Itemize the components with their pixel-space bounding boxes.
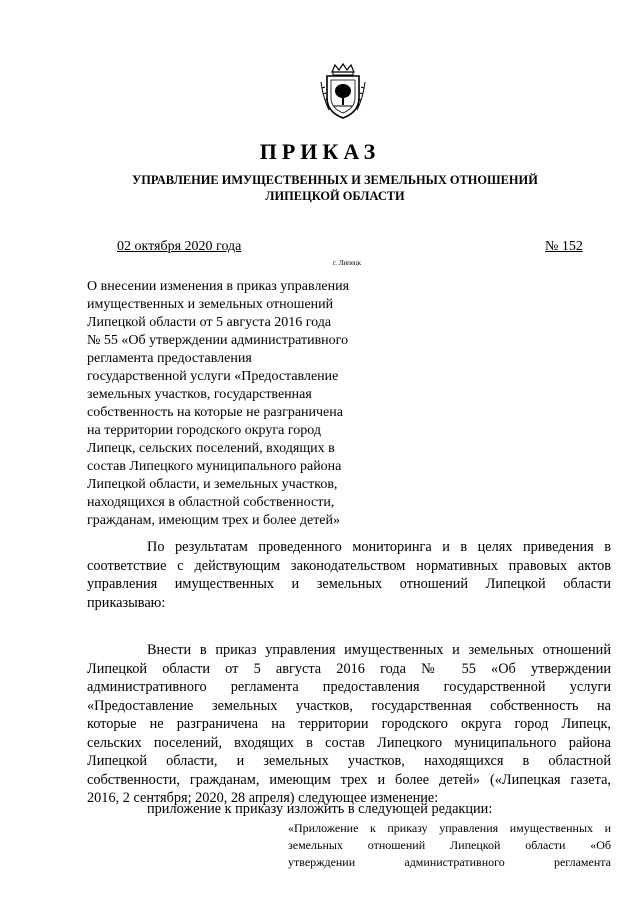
document-city: г. Липецк xyxy=(333,259,362,267)
document-number: № 152 xyxy=(545,239,583,254)
quote-line: утверждении административного регламента xyxy=(288,855,611,869)
document-date: 02 октября 2020 года xyxy=(117,239,242,254)
preamble-line: соответствие с действующим законодательством нормативных правовых актов xyxy=(87,557,611,574)
order-line: административного регламента предоставления государственной услуги xyxy=(87,679,611,695)
subject-line: земельных участков, государственная xyxy=(87,387,312,402)
quote-line: земельных отношений Липецкой области «Об xyxy=(288,838,611,852)
subject-line: имущественных и земельных отношений xyxy=(87,297,334,312)
subject-line: О внесении изменения в приказ управления xyxy=(87,279,350,294)
order-paragraph xyxy=(87,641,611,808)
quote-line: «Приложение к приказу управления имущественных и xyxy=(288,821,611,835)
preamble-line: приказываю: xyxy=(87,594,166,611)
order-line: Липецкой области, и земельных участков, находящихся в областной xyxy=(87,753,611,769)
subject-line: находящихся в областной собственности, xyxy=(87,495,335,510)
subject-line: Липецк, сельских поселений, входящих в xyxy=(87,441,335,456)
order-line: Внести в приказ управления имущественных и земельных отношений xyxy=(147,642,611,658)
subject-line: регламента предоставления xyxy=(87,351,252,366)
subject-line: на территории городского округа город xyxy=(87,423,321,438)
order-line: «Предоставление земельных участков, государственная собственность на xyxy=(87,697,611,714)
subject-line: Липецкой области, и земельных участков, xyxy=(87,477,338,492)
authority-line: УПРАВЛЕНИЕ ИМУЩЕСТВЕННЫХ И ЗЕМЕЛЬНЫХ ОТНОШЕНИЙ xyxy=(132,173,538,187)
authority-line: ЛИПЕЦКОЙ ОБЛАСТИ xyxy=(265,189,405,203)
subject-line: государственной услуги «Предоставление xyxy=(87,369,339,384)
subject-line: собственность на которые не разграничена xyxy=(87,405,343,420)
amendment-line: приложение к приказу изложить в следующей редакции: xyxy=(147,801,493,817)
quoted-appendix xyxy=(288,820,611,871)
order-line: которые не разграничена на территории городского округа город Липецк, xyxy=(87,716,611,732)
order-line: собственности, гражданам, имеющим трех и более детей» («Липецкая газета, xyxy=(87,771,611,788)
preamble-line: По результатам проведенного мониторинга и в целях приведения в xyxy=(147,539,611,555)
subject-line: состав Липецкого муниципального района xyxy=(87,459,342,474)
order-line: 2016, 2 сентября; 2020, 28 апреля) следующее изменение: xyxy=(87,790,439,806)
preamble-line: управления имущественных и земельных отношений Липецкой области xyxy=(87,576,611,592)
document-title: ПРИКАЗ xyxy=(259,139,381,164)
order-line: Липецкой области от 5 августа 2016 года № 55 «Об утверждении xyxy=(87,660,611,677)
document-subject xyxy=(87,278,387,530)
preamble-paragraph xyxy=(87,538,611,612)
issuing-authority xyxy=(100,172,570,204)
subject-line: № 55 «Об утверждении административного xyxy=(87,333,349,348)
subject-line: Липецкой области от 5 августа 2016 года xyxy=(87,315,332,330)
subject-line: гражданам, имеющим трех и более детей» xyxy=(87,513,341,528)
order-line: сельских поселений, входящих в состав Липецкого муниципального района xyxy=(87,734,611,751)
coat-of-arms-emblem xyxy=(319,62,367,120)
